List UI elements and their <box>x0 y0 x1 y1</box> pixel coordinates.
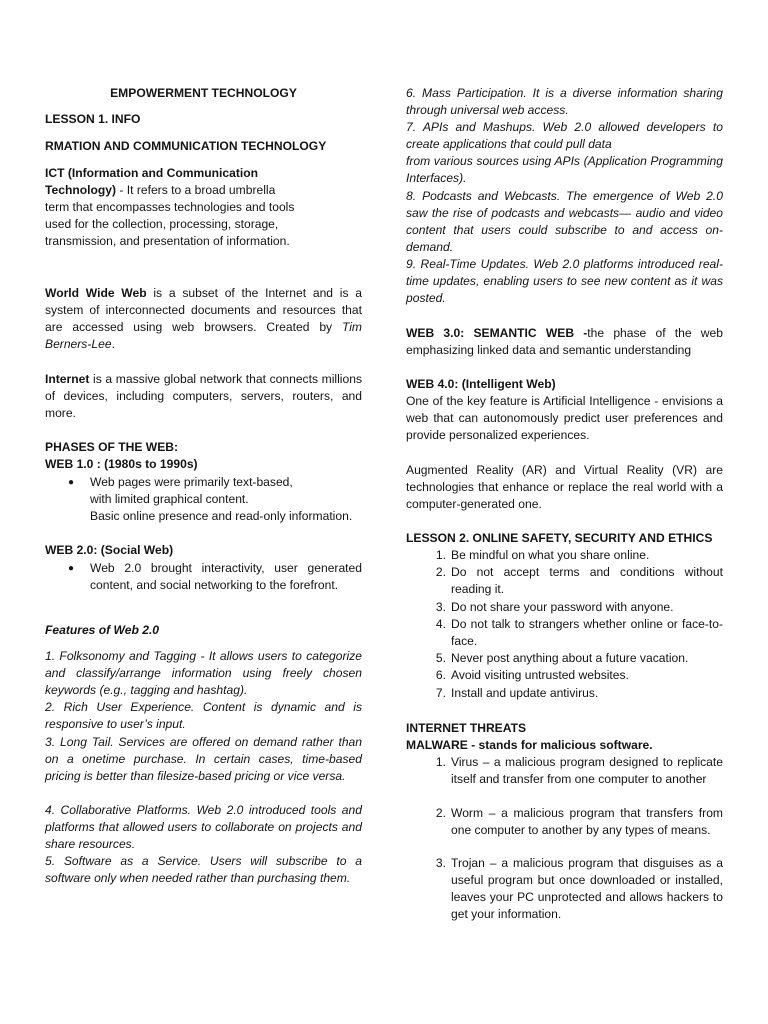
web1-heading: WEB 1.0 : (1980s to 1990s) <box>45 457 198 471</box>
malware-item: 2. Worm – a malicious program that transfers from one computer to another by any types of means. <box>435 806 723 837</box>
malware-item: 3. Trojan – a malicious program that disguises as a useful program but once downloaded or installed, leaves your PC unprotected and allows hackers to get your information. <box>435 856 723 921</box>
internet-paragraph: Internet is a massive global network that connects millions of devices, including computers, servers, routers, and more. <box>45 372 362 420</box>
internet-threats-heading: INTERNET THREATS <box>406 721 527 735</box>
feature-item-2: 2. Rich User Experience. Content is dynamic and is responsive to user’s input. <box>45 700 362 731</box>
safety-item: 2. Do not accept terms and conditions without reading it. <box>435 565 723 596</box>
web1-bullet: ● Web pages were primarily text-based, with limited graphical content. <box>68 475 293 506</box>
lesson2-heading: LESSON 2. ONLINE SAFETY, SECURITY AND ETHICS <box>406 531 713 545</box>
safety-item: 5. Never post anything about a future vacation. <box>435 651 689 665</box>
web2-bullet: ● Web 2.0 brought interactivity, user generated content, and social networking to the forefront. <box>68 561 362 592</box>
feature-item-5: 5. Software as a Service. Users will subscribe to a software only when needed rather than purchasing them. <box>45 854 362 885</box>
web1-bullet-continued: Basic online presence and read-only information. <box>90 509 353 523</box>
safety-item: 6. Avoid visiting untrusted websites. <box>435 668 629 682</box>
web3-paragraph: WEB 3.0: SEMANTIC WEB -the phase of the web emphasizing linked data and semantic understanding <box>406 326 723 357</box>
web4-heading: WEB 4.0: (Intelligent Web) <box>406 377 556 391</box>
malware-item: 1. Virus – a malicious program designed to replicate itself and transfer from one computer to another <box>435 755 723 786</box>
lesson1-subheading: RMATION AND COMMUNICATION TECHNOLOGY <box>45 139 327 153</box>
feature-item-4: 4. Collaborative Platforms. Web 2.0 introduced tools and platforms that allowed users to collaborate on projects and share resources. <box>45 803 362 851</box>
document-title: EMPOWERMENT TECHNOLOGY <box>110 86 297 100</box>
web4-paragraph: One of the key feature is Artificial Intelligence - envisions a web that can autonomously predict user preferences and provide personalized experiences. <box>406 394 723 442</box>
web2-heading: WEB 2.0: (Social Web) <box>45 543 174 557</box>
feature-item-3: 3. Long Tail. Services are offered on demand rather than on a onetime purchase. In certain cases, time-based pricing is better than filesize-based pricing or vice versa. <box>45 735 362 783</box>
ar-vr-paragraph: Augmented Reality (AR) and Virtual Reality (VR) are technologies that enhance or replace the real world with a computer-generated one. <box>406 463 723 511</box>
feature-item-7: 7. APIs and Mashups. Web 2.0 allowed developers to create applications that could pull data <box>406 120 723 151</box>
bullet-icon: ● <box>68 563 75 574</box>
safety-item: 3. Do not share your password with anyone. <box>435 600 674 614</box>
safety-item: 1. Be mindful on what you share online. <box>435 548 650 562</box>
lesson1-heading: LESSON 1. INFO <box>45 112 141 126</box>
www-paragraph: World Wide Web is a subset of the Internet and is a system of interconnected documents and resources that are accessed using web browsers. Created by Tim Berners-Lee. <box>45 286 362 351</box>
feature-item-1: 1. Folksonomy and Tagging - It allows users to categorize and classify/arrange information using freely chosen keywords (e.g., tagging and hashtag). <box>45 649 362 697</box>
feature-item-6: 6. Mass Participation. It is a diverse information sharing through universal web access. <box>406 86 723 117</box>
feature-item-9: 9. Real-Time Updates. Web 2.0 platforms introduced real-time updates, enabling users to see new content as it was posted. <box>406 257 723 305</box>
malware-heading: MALWARE - stands for malicious software. <box>406 738 653 752</box>
phases-heading: PHASES OF THE WEB: <box>45 440 179 454</box>
feature-item-8: 8. Podcasts and Webcasts. The emergence of Web 2.0 saw the rise of podcasts and webcasts— audio and video content that users could subscribe to and access on-demand. <box>406 189 723 254</box>
safety-item: 4. Do not talk to strangers whether online or face-to- face. <box>435 617 723 648</box>
feature-item-7-continued: from various sources using APIs (Application Programming Interfaces). <box>406 154 723 185</box>
features-heading: Features of Web 2.0 <box>45 623 160 637</box>
safety-item: 7. Install and update antivirus. <box>435 686 599 700</box>
ict-paragraph: ICT (Information and Communication Technology) - It refers to a broad umbrella term that encompasses technologies and tools used for the collection, processing, storage, transmission, and presentation of information. <box>45 166 295 248</box>
bullet-icon: ● <box>68 477 75 488</box>
